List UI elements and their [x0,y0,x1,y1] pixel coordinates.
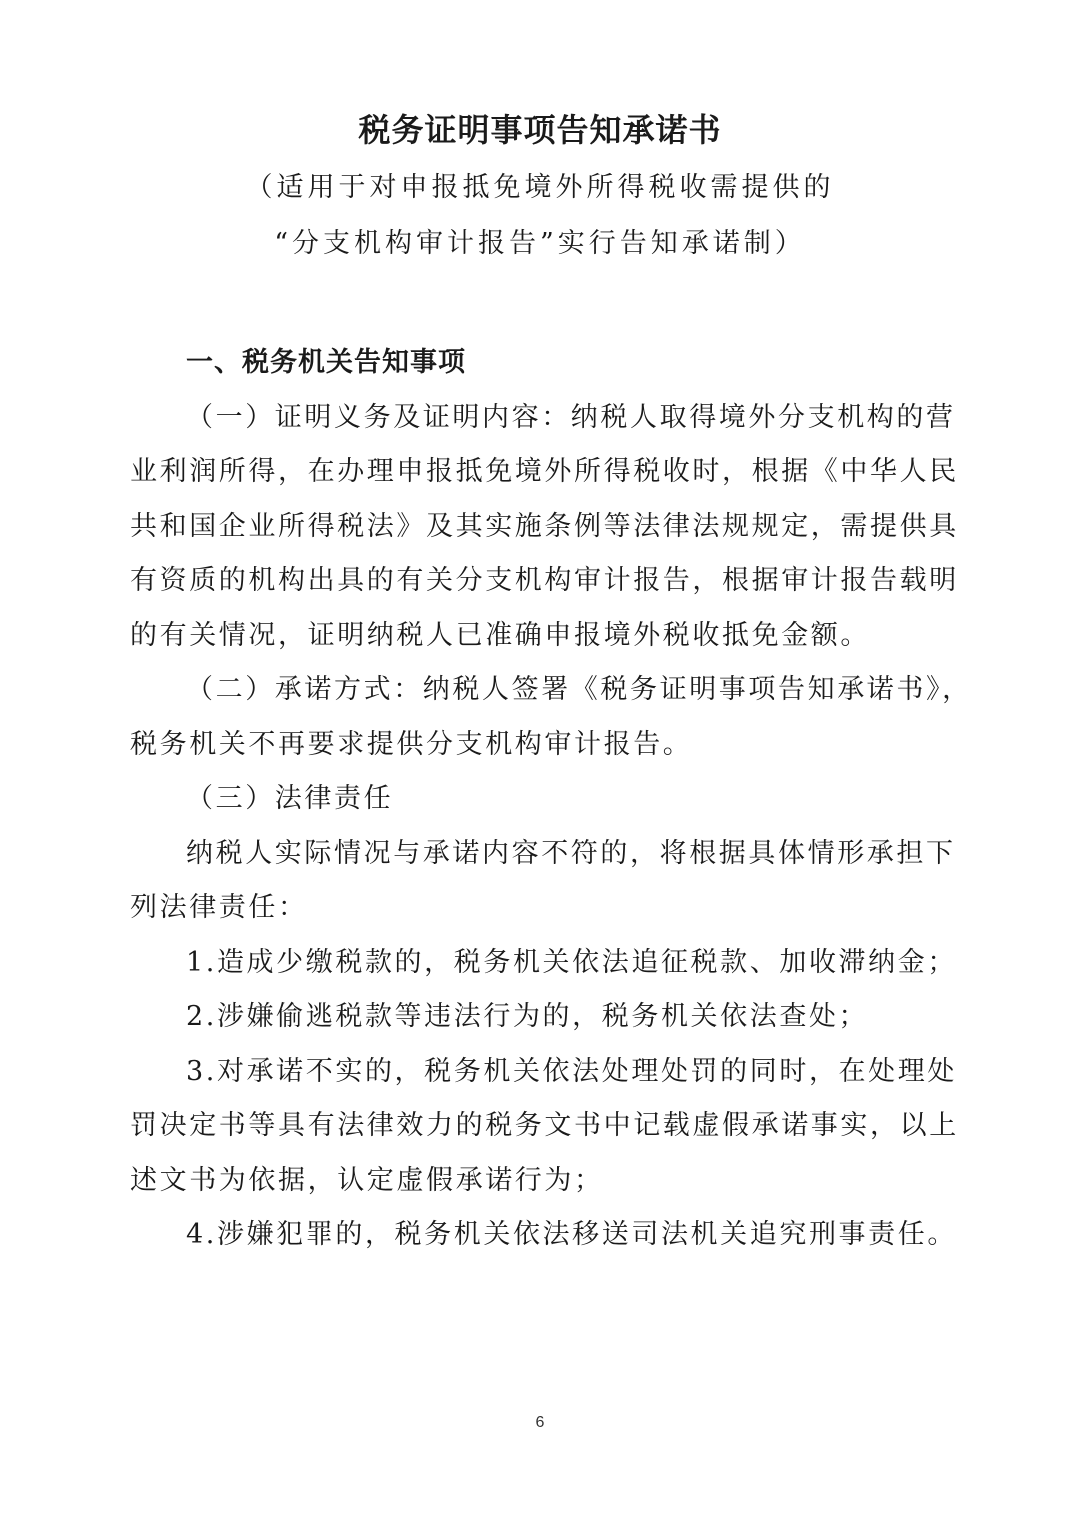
document-body [130,336,972,1263]
subsection-heading: （三）法律责任 [186,783,394,814]
section-heading: 一、税务机关告知事项 [186,347,466,378]
list-item: 2.涉嫌偷逃税款等违法行为的，税务机关依法查处； [186,1001,869,1032]
paragraph-line: 有资质的机构出具的有关分支机构审计报告，根据审计报告载明 [130,565,959,596]
list-item-continuation: 述文书为依据，认定虚假承诺行为； [130,1164,604,1196]
paragraph-line: 税务机关不再要求提供分支机构审计报告。 [130,728,693,760]
document-title: 税务证明事项告知承诺书 [358,111,722,149]
document-subtitle-line-2: “分支机构审计报告”实行告知承诺制） [274,228,806,259]
paragraph-line: （一）证明义务及证明内容：纳税人取得境外分支机构的营 [186,401,956,433]
paragraph-line: 纳税人实际情况与承诺内容不符的，将根据具体情形承担下 [186,837,956,869]
page-number: 6 [535,1414,545,1431]
paragraph-line: 共和国企业所得税法》及其实施条例等法律法规规定，需提供具 [130,510,959,542]
list-item: 1.造成少缴税款的，税务机关依法追征税款、加收滞纳金； [186,946,957,978]
paragraph-line: （二）承诺方式：纳税人签署《税务证明事项告知承诺书》， [186,674,972,705]
paragraph-line: 的有关情况，证明纳税人已准确申报境外税收抵免金额。 [130,619,870,651]
document-subtitle-line-1: （适用于对申报抵免境外所得税收需提供的 [245,172,835,203]
list-item: 4.涉嫌犯罪的，税务机关依法移送司法机关追究刑事责任。 [186,1219,957,1250]
list-item: 3.对承诺不实的，税务机关依法处理处罚的同时，在处理处 [186,1055,957,1087]
list-item-continuation: 罚决定书等具有法律效力的税务文书中记载虚假承诺事实，以上 [130,1110,959,1141]
paragraph-line: 列法律责任： [130,892,308,923]
paragraph-line: 业利润所得，在办理申报抵免境外所得税收时，根据《中华人民 [130,456,959,487]
